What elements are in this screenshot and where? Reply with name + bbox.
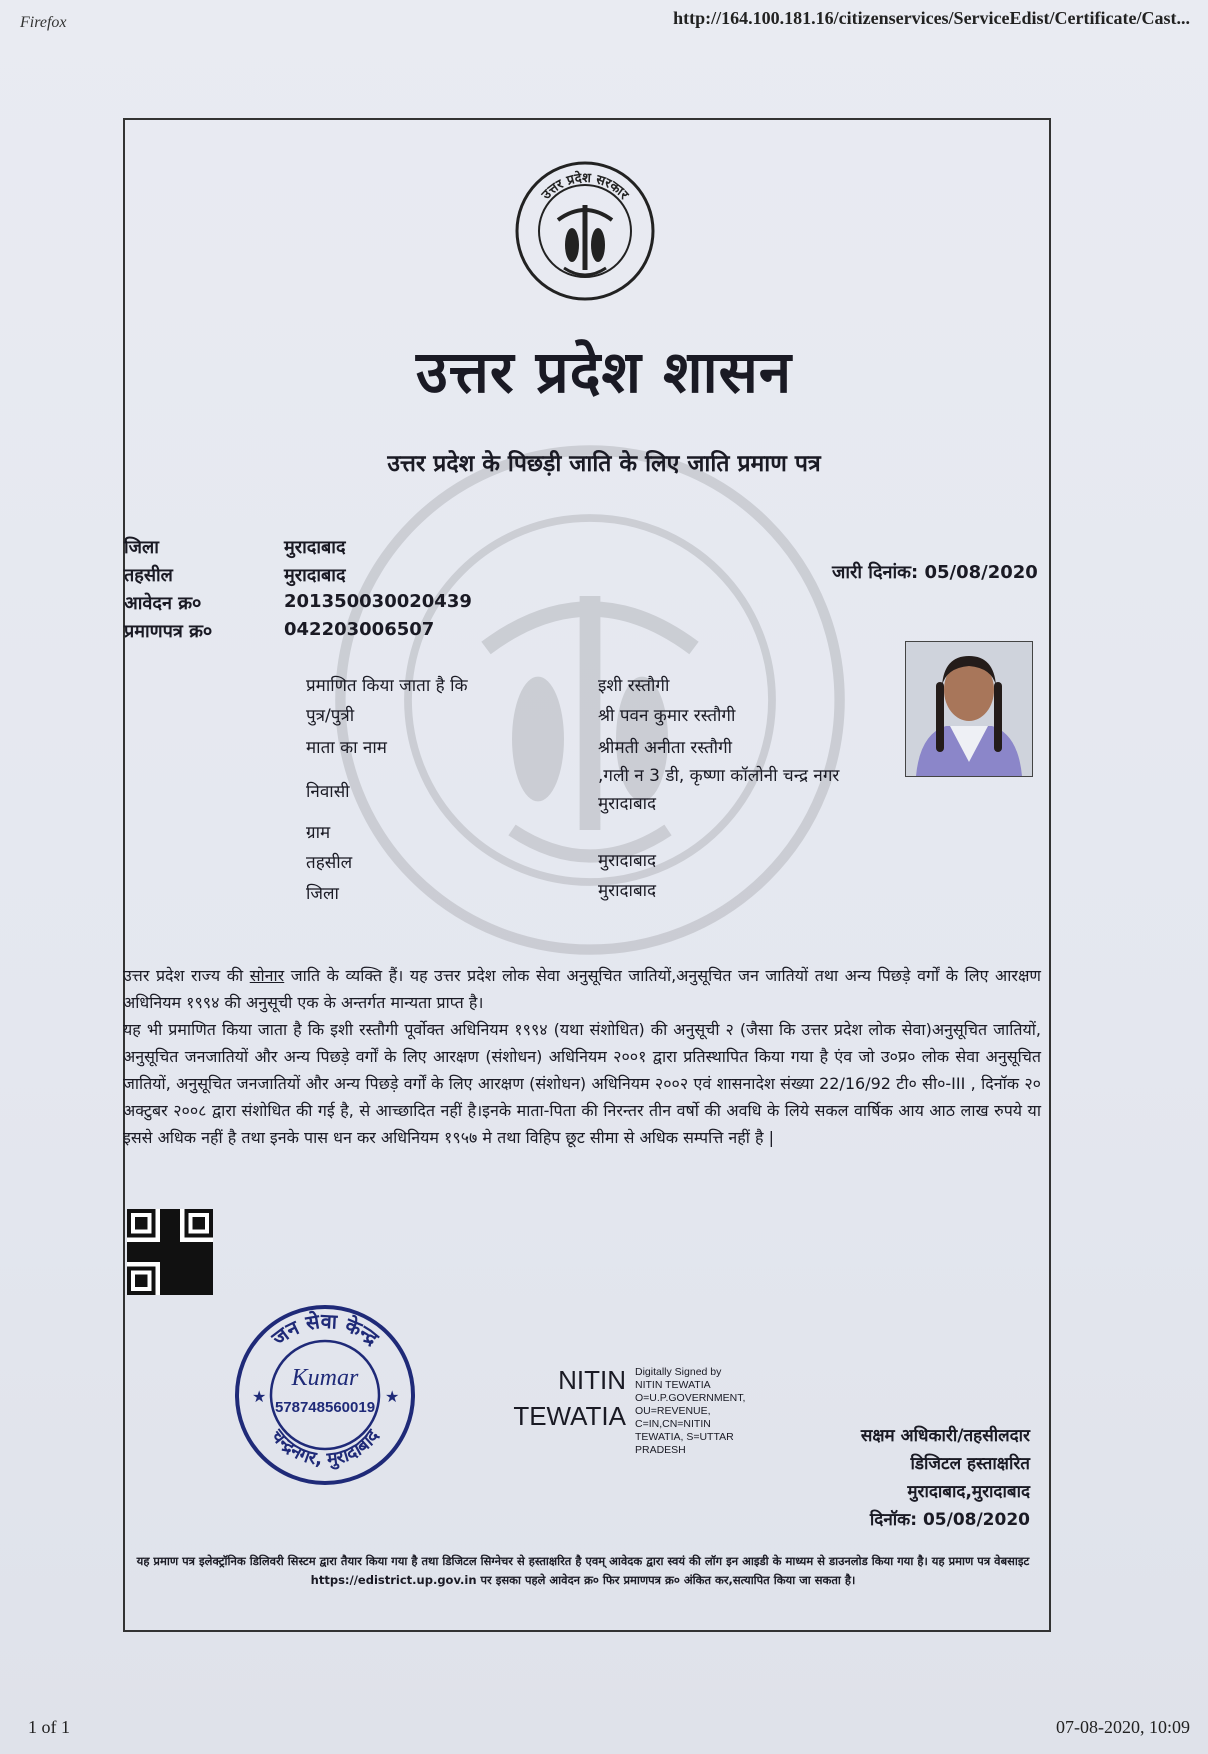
- tehsil-label: तहसील: [124, 565, 173, 586]
- address-line-2: मुरादाबाद: [598, 794, 657, 814]
- authority-location: मुरादाबाद,मुरादाबाद: [907, 1482, 1030, 1502]
- person-tehsil-label: तहसील: [306, 853, 353, 873]
- applicant-photo: [905, 641, 1033, 777]
- signer-name-line-2: TEWATIA: [513, 1401, 626, 1431]
- sig-info-line: Digitally Signed by: [635, 1366, 722, 1378]
- svg-text:★: ★: [252, 1387, 267, 1406]
- svg-text:★: ★: [385, 1387, 400, 1406]
- authority-title: सक्षम अधिकारी/तहसीलदार: [860, 1426, 1030, 1446]
- body-paragraph-1: [123, 962, 1041, 1016]
- certificate-body: [123, 962, 1041, 1151]
- page-url: http://164.100.181.16/citizenservices/ServiceEdist/Certificate/Cast...: [673, 8, 1190, 28]
- address-line-1: ,गली न 3 डी, कृष्णा कॉलोनी चन्द्र नगर: [598, 766, 840, 786]
- certificate-title: उत्तर प्रदेश शासन: [415, 338, 793, 406]
- district-value: मुरादाबाद: [284, 537, 346, 558]
- body-text-start: उत्तर प्रदेश राज्य की: [123, 966, 250, 985]
- district-label: जिला: [124, 537, 159, 558]
- caste-name: सोनार: [249, 966, 285, 985]
- village-label: ग्राम: [306, 823, 331, 843]
- certificate-no-label: प्रमाणपत्र क्र०: [124, 621, 213, 642]
- digital-signature-details: [635, 1366, 775, 1457]
- mother-name: श्रीमती अनीता रस्तौगी: [598, 738, 733, 758]
- up-government-emblem: [514, 160, 656, 302]
- application-no-value: 201350030020439: [284, 591, 472, 612]
- body-paragraph-2: यह भी प्रमाणित किया जाता है कि इशी रस्तौगी पूर्वोक्त अधिनियम १९९४ (यथा संशोधित) की अनुसूची २ (जैसा कि उत्तर प्रदेश लोक सेवा)अनुसूचित जातियों, अनुसूचित जनजातियों और अन्य पिछड़े वर्गों के लिए आरक्षण (संशोधन) अधिनियम २००१ द्वारा प्रतिस्थापित किया गया है एंव जो उ०प्र० लोक सेवा अनुसूचित जातियों, अनुसूचित जनजातियों और अन्य पिछड़े वर्गों के लिए आरक्षण (संशोधन) अधिनियम २००२ एवं शासनादेश संख्या 22/16/92 टी० सी०-III , दिनॉक २० अक्टुबर २००८ द्वारा संशोधित की गई है, से आच्छादित नहीं है।इनके माता-पिता की निरन्तर तीन वर्षो की अवधि के लिये सकल वार्षिक आय आठ लाख रुपये या इससे अधिक नहीं है तथा इनके पास धन कर अधिनियम १९५७ मे तथा विहिप छूट सीमा से अधिक सम्पत्ति नहीं है |: [123, 1020, 1041, 1147]
- jan-seva-kendra-stamp: [230, 1300, 420, 1490]
- signer-name-line-1: NITIN: [558, 1365, 626, 1395]
- sig-info-line: OU=REVENUE,: [635, 1405, 711, 1417]
- print-datetime: 07-08-2020, 10:09: [1056, 1717, 1190, 1737]
- qr-code: [127, 1208, 213, 1296]
- stamp-code: 578748560019: [274, 1399, 376, 1416]
- stamp-top-text: जन सेवा केन्द्र: [267, 1308, 384, 1351]
- person-district-value: मुरादाबाद: [598, 881, 657, 901]
- sig-info-line: PRADESH: [635, 1444, 686, 1456]
- applicant-name: इशी रस्तौगी: [598, 676, 670, 696]
- relation-label: पुत्र/पुत्री: [306, 706, 355, 726]
- stamp-bottom-text: चन्द्रनगर, मुरादाबाद: [266, 1425, 384, 1471]
- sig-info-line: TEWATIA, S=UTTAR: [635, 1431, 734, 1443]
- sig-info-line: NITIN TEWATIA: [635, 1379, 711, 1391]
- page-indicator: 1 of 1: [28, 1717, 70, 1737]
- svg-text:उत्तर प्रदेश सरकार: [538, 170, 631, 203]
- authority-digital-sign: डिजिटल हस्ताक्षरित: [910, 1454, 1030, 1474]
- certify-label: प्रमाणित किया जाता है कि: [306, 676, 468, 696]
- sig-info-line: C=IN,CN=NITIN: [635, 1418, 711, 1430]
- mother-label: माता का नाम: [306, 738, 387, 758]
- issuing-authority: [760, 1422, 1030, 1534]
- person-tehsil-value: मुरादाबाद: [598, 851, 657, 871]
- watermark-emblem: [330, 440, 850, 960]
- body-text-rest: जाति के व्यक्ति हैं। यह उत्तर प्रदेश लोक सेवा अनुसूचित जातियों,अनुसूचित जन जातियों तथा अन्य पिछड़े वर्गों के लिए आरक्षण अधिनियम १९९४ की अनुसूची एक के अन्तर्गत मान्यता प्राप्त है।: [123, 966, 1041, 1012]
- signer-name: [496, 1362, 626, 1434]
- stamp-signature: Kumar: [291, 1365, 359, 1391]
- sig-info-line: O=U.P.GOVERNMENT,: [635, 1392, 746, 1404]
- application-no-label: आवेदन क्र०: [124, 593, 202, 614]
- father-name: श्री पवन कुमार रस्तौगी: [598, 706, 736, 726]
- certificate-subtitle: उत्तर प्रदेश के पिछड़ी जाति के लिए जाति प्रमाण पत्र: [387, 451, 821, 477]
- verification-footnote: यह प्रमाण पत्र इलेक्ट्रॉनिक डिलिवरी सिस्टम द्वारा तैयार किया गया है तथा डिजिटल सिग्नेचर से हस्ताक्षरित है एवम् आवेदक द्वारा स्वयं की लॉग इन आइडी के माध्यम से डाउनलोड किया गया है। यह प्रमाण पत्र वेबसाइट https://edistrict.up.gov.in पर इसका पहले आवेदन क्र० फिर प्रमाणपत्र क्र० अंकित कर,सत्यापित किया जा सकता है।: [136, 1554, 1030, 1587]
- emblem-text: उत्तर प्रदेश सरकार: [539, 170, 632, 203]
- authority-date: दिनॉक: 05/08/2020: [869, 1510, 1030, 1530]
- issue-date: जारी दिनांक: 05/08/2020: [832, 562, 1038, 583]
- person-district-label: जिला: [306, 884, 339, 904]
- tehsil-value: मुरादाबाद: [284, 565, 346, 586]
- certificate-no-value: 042203006507: [284, 619, 435, 640]
- resident-label: निवासी: [306, 782, 350, 802]
- browser-app-name: Firefox: [20, 14, 67, 31]
